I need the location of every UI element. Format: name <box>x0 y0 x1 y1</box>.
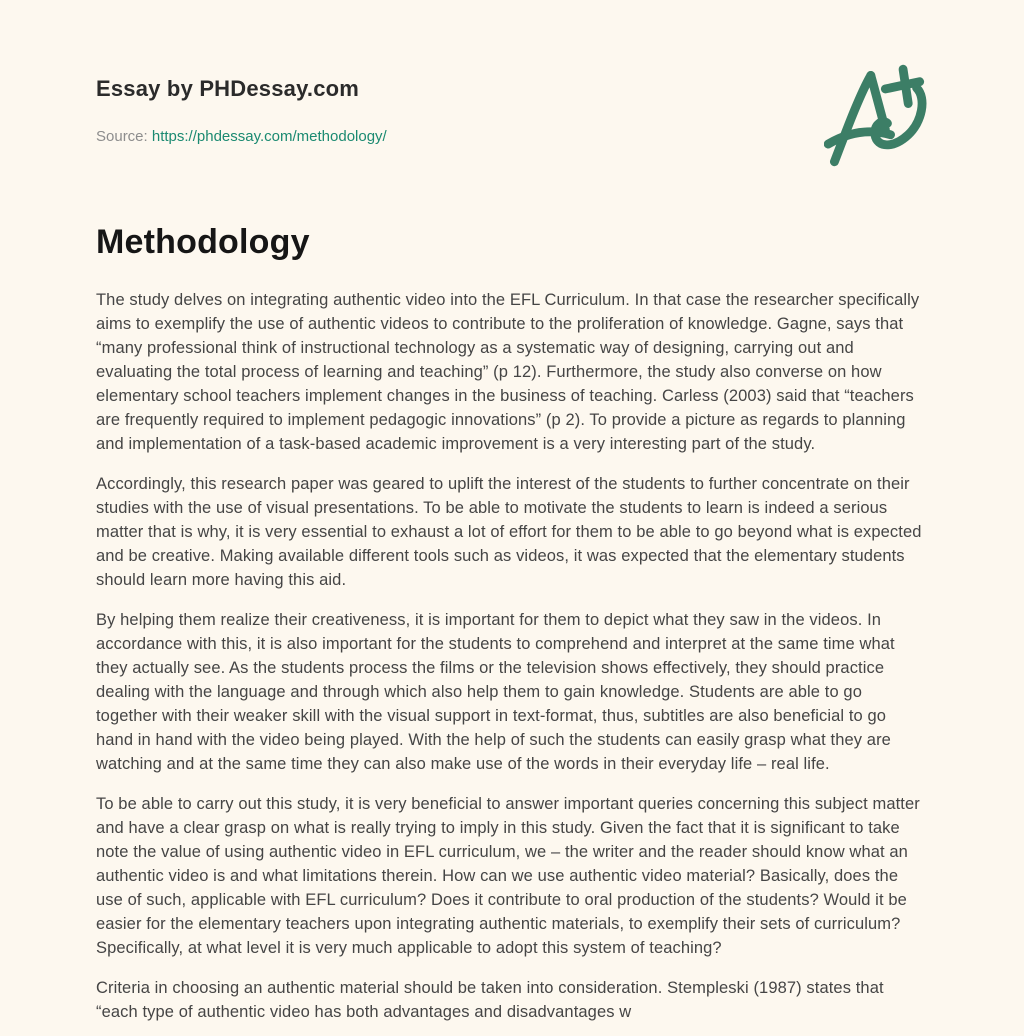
article-paragraph: The study delves on integrating authentic video into the EFL Curriculum. In that case the researcher specifically aims to exemplify the use of authentic videos to contribute to the proliferation of knowledge. Gagne, says that “many professional think of instructional technology as a systematic way of designing, carrying out and evaluating the total process of learning and teaching” (p 12). Furthermore, the study also converse on how elementary school teachers implement changes in the business of teaching. Carless (2003) said that “teachers are frequently required to implement pedagogic innovations” (p 2). To provide a picture as regards to planning and implementation of a task-based academic improvement is a very interesting part of the study. <box>96 291 920 453</box>
article-paragraph: Accordingly, this research paper was geared to uplift the interest of the students to further concentrate on their studies with the use of visual presentations. To be able to motivate the students to learn is indeed a serious matter that is why, it is very essential to exhaust a lot of effort for them to be able to go beyond what is expected and be creative. Making available different tools such as videos, it was expected that the elementary students should learn more having this aid. <box>96 475 922 589</box>
source-url-link[interactable]: https://phdessay.com/methodology/ <box>151 128 387 145</box>
article-paragraph: By helping them realize their creativeness, it is important for them to depict what they saw in the videos. In accordance with this, it is also important for the students to comprehend and interpret at the same time what they actually see. As the students process the films or the television shows effectively, they should practice dealing with the language and through which also help them to gain knowledge. Students are able to go together with their weaker skill with the visual support in text-format, thus, subtitles are also beneficial to go hand in hand with the video being played. With the help of such the students can easily grasp what they are watching and at the same time they can also make use of the words in their everyday life – real life. <box>96 611 895 773</box>
article-title: Methodology <box>96 223 310 261</box>
article-paragraph: To be able to carry out this study, it is very beneficial to answer important queries concerning this subject matter and have a clear grasp on what is really trying to imply in this study. Given the fact that it is significant to take note the value of using authentic video in EFL curriculum, we – the writer and the reader should know what an authentic video is and what limitations therein. How can we use authentic video material? Basically, does the use of such, applicable with EFL curriculum? Does it contribute to oral production of the students? Would it be easier for the elementary teachers upon integrating authentic materials, to exemplify their sets of curriculum? Specifically, at what level it is very much applicable to adopt this system of teaching? <box>96 795 920 957</box>
article-paragraph: Criteria in choosing an authentic material should be taken into consideration. Stempleski (1987) states that “each type of authentic video has both advantages and disadvantages w <box>96 979 884 1021</box>
article-body <box>96 288 924 1024</box>
phdessay-a-plus-logo-icon <box>824 64 928 168</box>
source-label: Source: <box>96 128 148 145</box>
source-line <box>96 128 924 145</box>
page-header-title: Essay by PHDessay.com <box>96 76 360 101</box>
